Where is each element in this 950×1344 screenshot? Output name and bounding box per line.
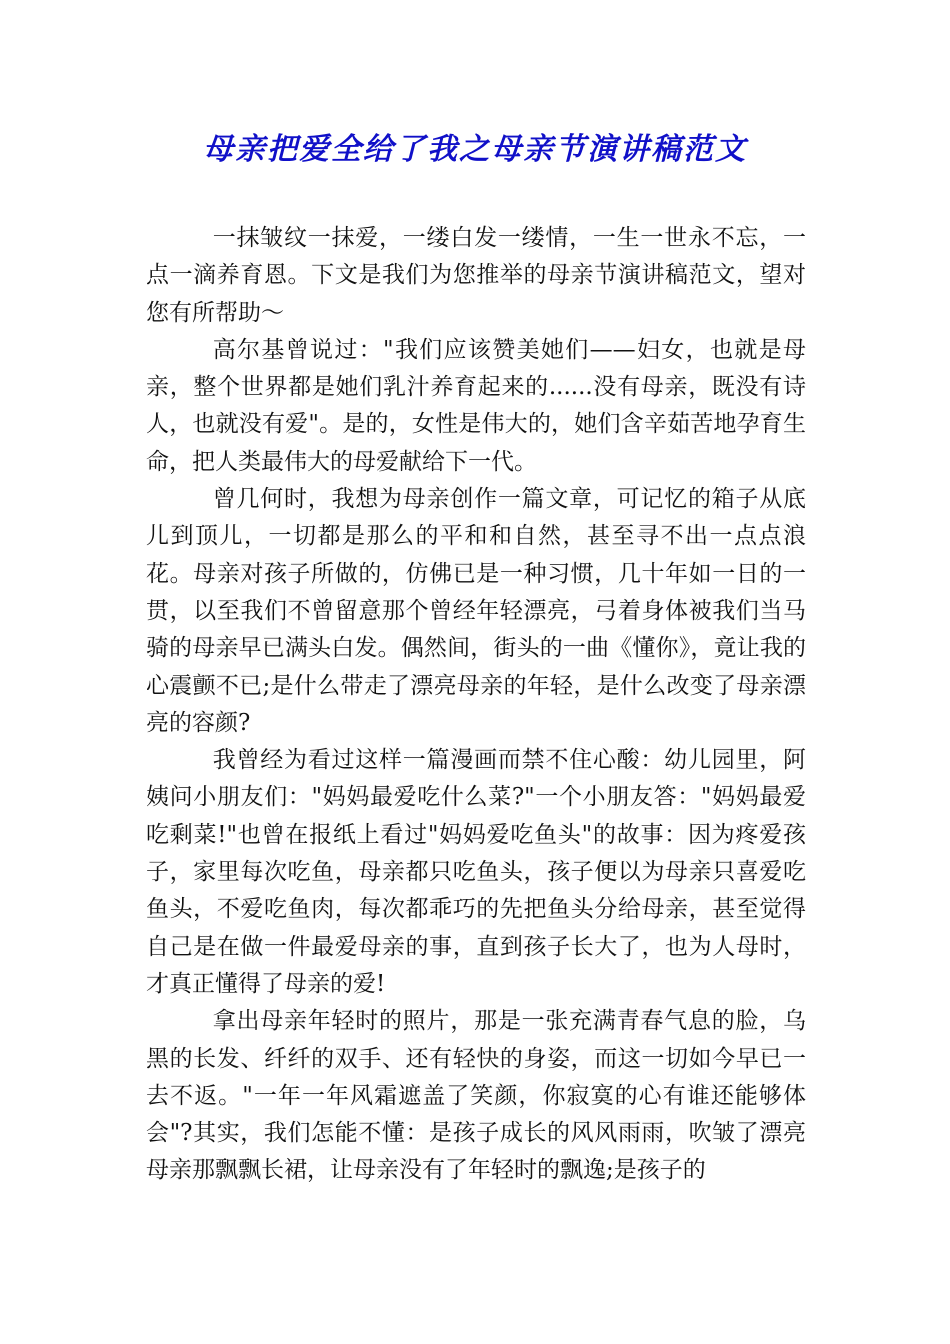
paragraph: 拿出母亲年轻时的照片，那是一张充满青春气息的脸，乌黑的长发、纤纤的双手、还有轻快的身姿，而这一切如今早已一去不返。"一年一年风霜遮盖了笑颜，你寂寞的心有谁还能够体会"?其实，我们怎能不懂：是孩子成长的风风雨雨，吹皱了漂亮母亲那飘飘长裙，让母亲没有了年轻时的飘逸;是孩子的 [146, 1008, 806, 1184]
paragraph: 曾几何时，我想为母亲创作一篇文章，可记忆的箱子从底儿到顶儿，一切都是那么的平和和自然，甚至寻不出一点点浪花。母亲对孩子所做的，仿佛已是一种习惯，几十年如一日的一贯，以至我们不曾留意那个曾经年轻漂亮，弓着身体被我们当马骑的母亲早已满头白发。偶然间，街头的一曲《懂你》，竟让我的心震颤不已;是什么带走了漂亮母亲的年轻，是什么改变了母亲漂亮的容颜? [146, 486, 806, 736]
paragraph: 高尔基曾说过："我们应该赞美她们——妇女，也就是母亲，整个世界都是她们乳汁养育起来的......没有母亲，既没有诗人，也就没有爱"。是的，女性是伟大的，她们含辛茹苦地孕育生命，把人类最伟大的母爱献给下一代。 [146, 336, 806, 475]
document-title: 母亲把爱全给了我之母亲节演讲稿范文 [203, 132, 747, 167]
paragraph: 一抹皱纹一抹爱，一缕白发一缕情，一生一世永不忘，一点一滴养育恩。下文是我们为您推举的母亲节演讲稿范文，望对您有所帮助～ [146, 225, 806, 326]
paragraph: 我曾经为看过这样一篇漫画而禁不住心酸：幼儿园里，阿姨问小朋友们："妈妈最爱吃什么菜?"一个小朋友答："妈妈最爱吃剩菜!"也曾在报纸上看过"妈妈爱吃鱼头"的故事：因为疼爱孩子，家里每次吃鱼，母亲都只吃鱼头，孩子便以为母亲只喜爱吃鱼头，不爱吃鱼肉，每次都乖巧的先把鱼头分给母亲，甚至觉得自己是在做一件最爱母亲的事，直到孩子长大了，也为人母时，才真正懂得了母亲的爱! [146, 747, 806, 997]
document-body [146, 220, 806, 1190]
